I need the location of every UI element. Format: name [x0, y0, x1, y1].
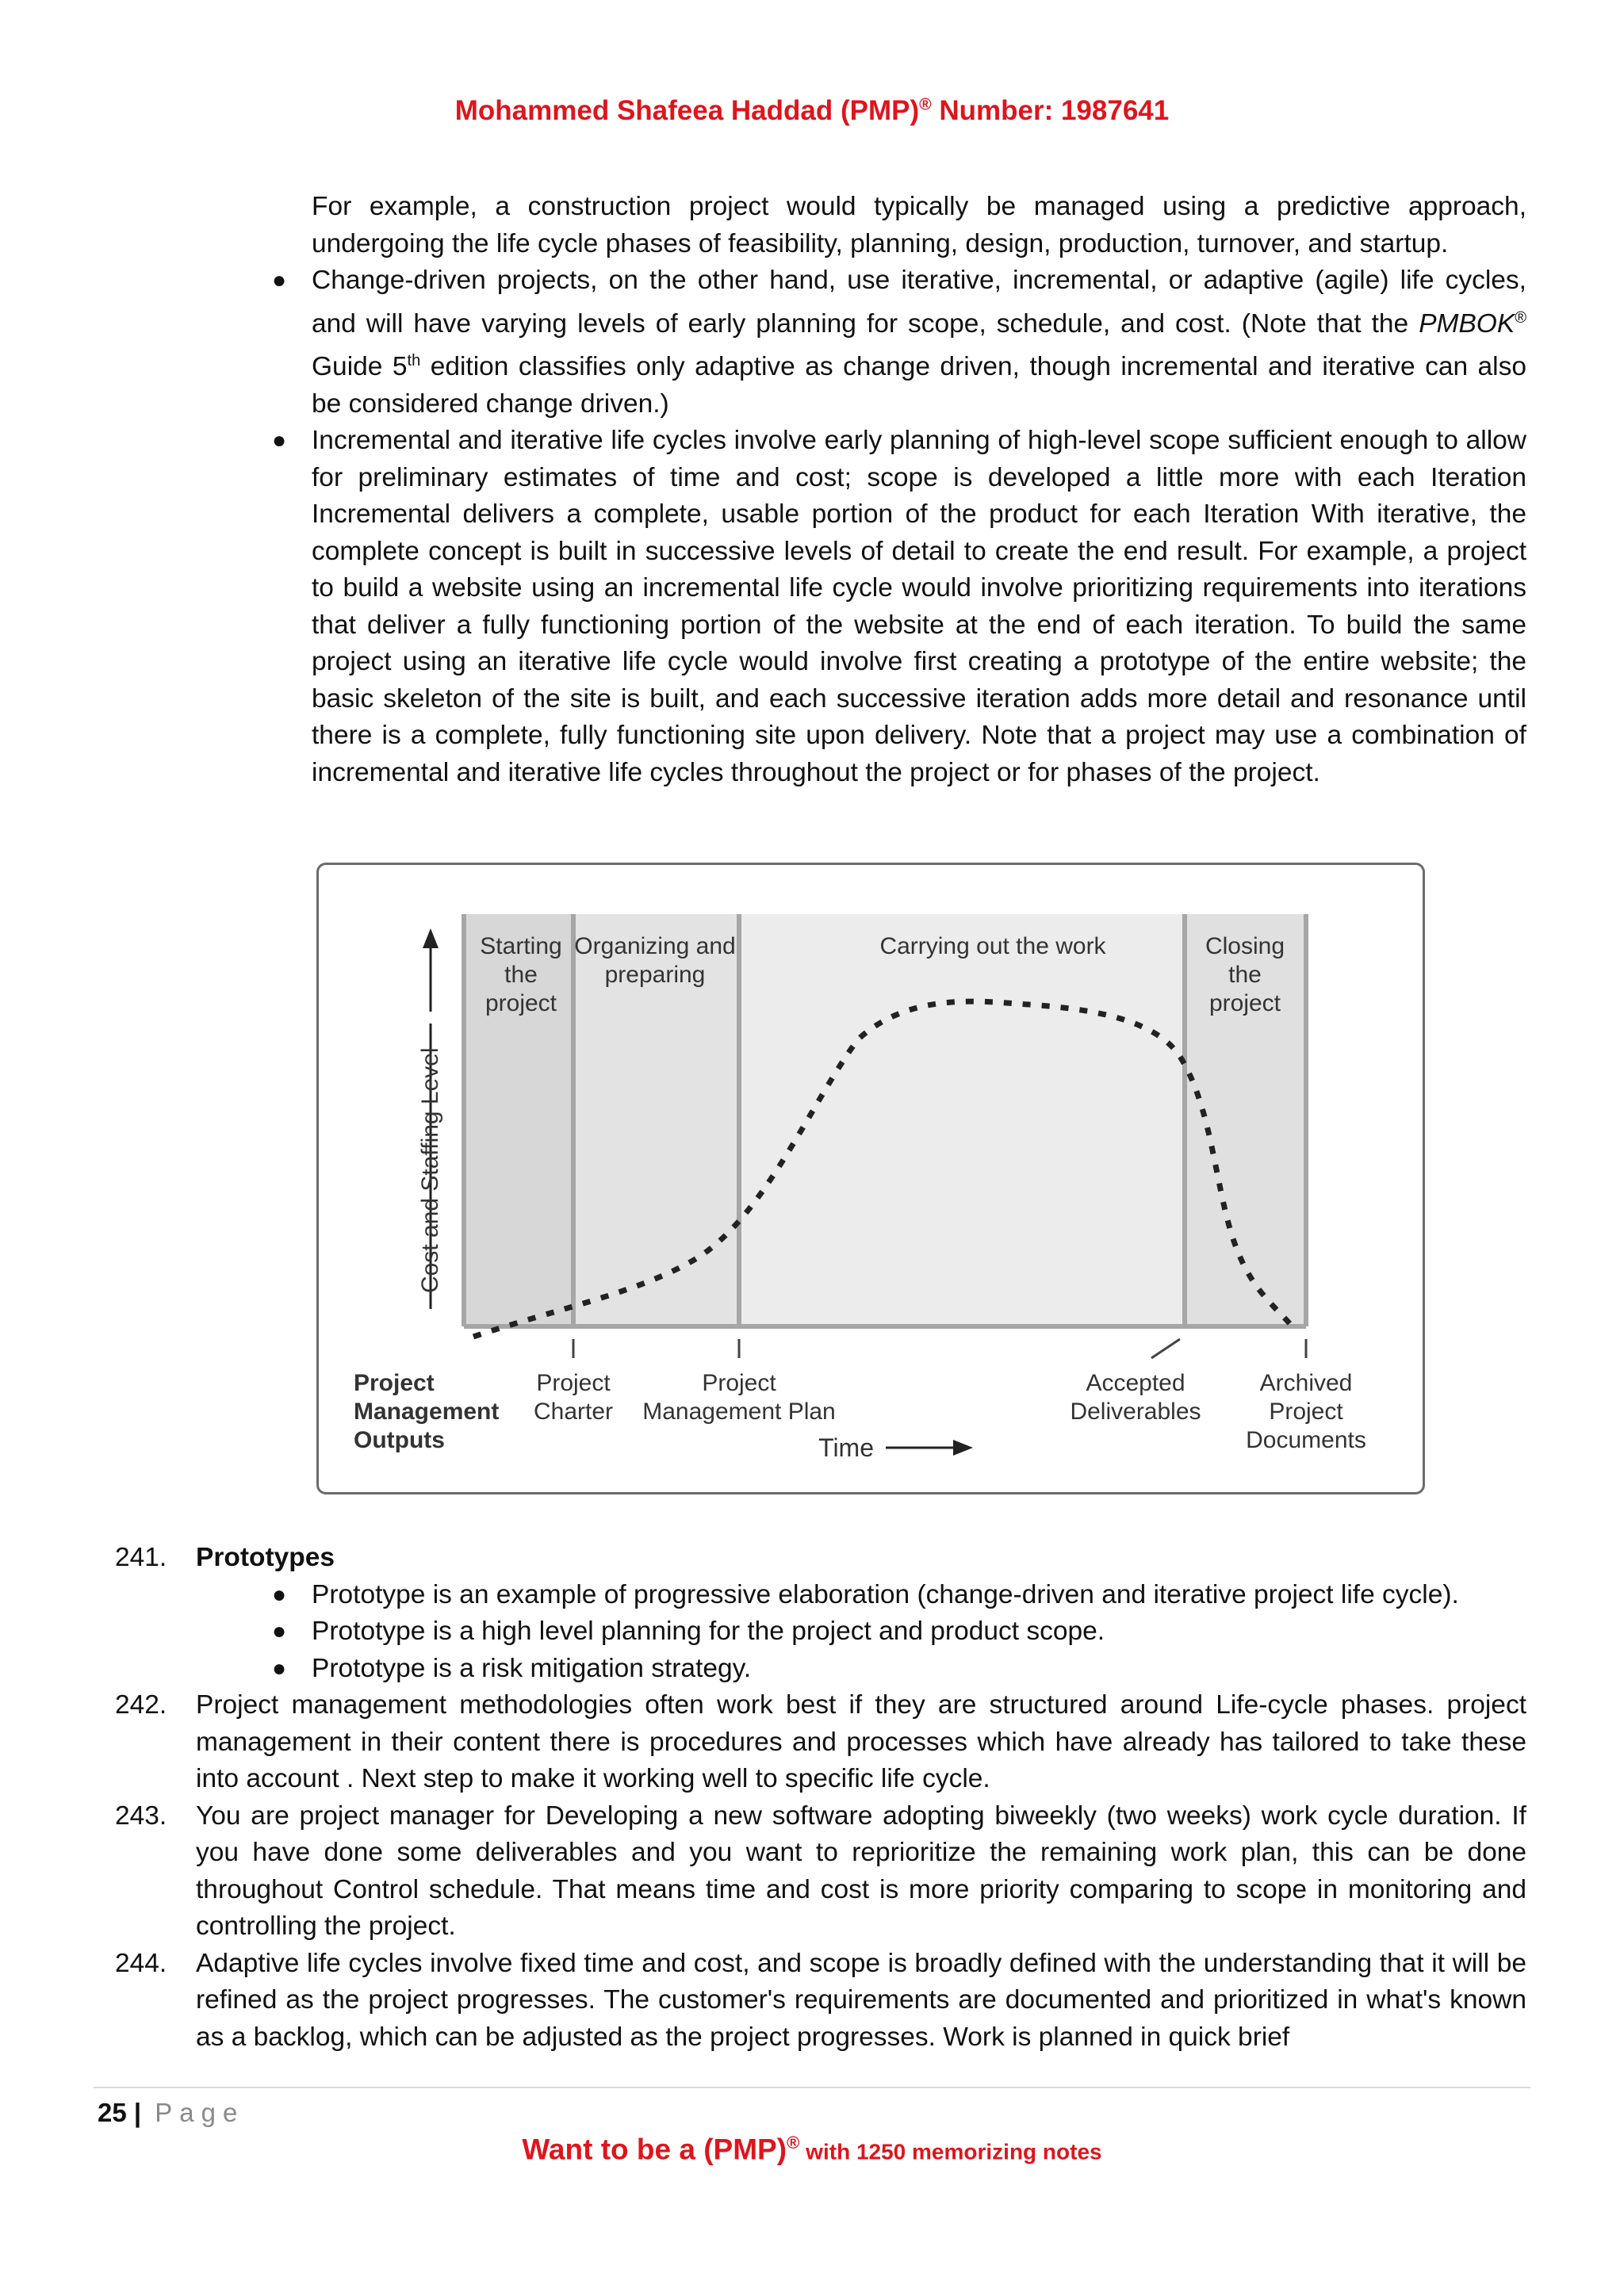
- output-tick: [1151, 1339, 1180, 1358]
- pmbok-italic: PMBOK: [1419, 308, 1515, 339]
- bullet-icon: ●: [272, 1655, 287, 1682]
- item-number: 243.: [115, 1800, 167, 1831]
- footer-divider: [94, 2087, 1530, 2088]
- bullet-icon: ●: [272, 427, 287, 454]
- pmbok-reg-mark: ®: [1515, 308, 1526, 327]
- header-number: Number: 1987641: [931, 95, 1170, 126]
- item-text: Project management methodologies often work best if they are structured around Life-cycle phases. project management in their content there is procedures and processes which have already has tailored to take these into account . Next step to make it working well to specific life cycle.: [196, 1690, 1526, 1793]
- item-number: 244.: [115, 1948, 167, 1978]
- outputs-label: Outputs: [354, 1427, 445, 1453]
- bullet-item: [115, 423, 1526, 791]
- page-footer: [0, 2133, 1624, 2166]
- output-label: Project: [536, 1370, 611, 1396]
- phase-label: project: [1208, 990, 1281, 1016]
- sub-bullet: [115, 1651, 1526, 1688]
- output-label: Documents: [1246, 1427, 1366, 1453]
- numbered-list: [115, 1540, 1526, 2056]
- sub-bullet: [115, 1577, 1526, 1614]
- list-item: [115, 1798, 1526, 1946]
- output-label: Charter: [533, 1399, 614, 1425]
- output-label: Archived: [1259, 1370, 1353, 1396]
- sub-bullet-text: Prototype is an example of progressive elaboration (change-driven and iterative project life cycle).: [312, 1579, 1459, 1609]
- phase-bg-carrying: [739, 914, 1185, 1326]
- edition-sup: th: [407, 352, 421, 370]
- life-cycle-diagram: [319, 865, 1423, 1492]
- phase-label: Closing: [1205, 933, 1285, 959]
- footer-reg-mark: ®: [787, 2133, 800, 2152]
- outputs-label: Management: [354, 1399, 500, 1425]
- output-label: Deliverables: [1070, 1399, 1201, 1425]
- output-label: Project: [1269, 1399, 1343, 1425]
- item-text: Adaptive life cycles involve fixed time and cost, and scope is broadly defined with the understanding that it will be refined as the project progresses. The customer's requirements are documented and prioritized in what's known as a backlog, which can be adjusted as the project progresses. Work is planned in quick brief: [196, 1948, 1526, 2052]
- list-item: [115, 1687, 1526, 1798]
- item-number: 242.: [115, 1690, 167, 1720]
- bullet-icon: ●: [272, 267, 287, 293]
- header-text: Mohammed Shafeea Haddad (PMP): [454, 95, 920, 126]
- output-label: Management Plan: [642, 1399, 836, 1425]
- outputs-label: Project: [354, 1370, 435, 1396]
- list-item: [115, 1540, 1526, 1577]
- sub-bullet-text: Prototype is a risk mitigation strategy.: [312, 1653, 752, 1683]
- output-label: Accepted: [1086, 1370, 1185, 1396]
- output-label: Project: [702, 1370, 776, 1396]
- bullet-text-post: edition classifies only adaptive as change driven, though incremental and iterative can also be considered change driven.): [312, 352, 1526, 419]
- list-item: [115, 1946, 1526, 2057]
- life-cycle-figure: [316, 863, 1425, 1494]
- bullet-item: [115, 262, 1526, 423]
- page-header: [0, 95, 1624, 127]
- time-arrowhead-icon: [953, 1440, 973, 1456]
- page-content: [115, 189, 1526, 791]
- bullet-text-mid: Guide 5: [312, 352, 408, 382]
- page-separator: |: [126, 2098, 149, 2127]
- phase-label: the: [1228, 962, 1262, 988]
- page-label: Page: [155, 2098, 245, 2127]
- footer-small-text: with 1250 memorizing notes: [799, 2139, 1102, 2164]
- phase-label: the: [504, 962, 538, 988]
- footer-main-text: Want to be a (PMP): [522, 2133, 787, 2166]
- sub-bullet-text: Prototype is a high level planning for the project and product scope.: [312, 1617, 1105, 1646]
- item-text: You are project manager for Developing a new software adopting biweekly (two weeks) work cycle duration. If you have done some deliverables and you want to reprioritize the remaining work plan, this can be done throughout Control schedule. That means time and cost is more priority comparing to scope in monitoring and controlling the project.: [196, 1800, 1526, 1941]
- sub-bullet: [115, 1613, 1526, 1651]
- intro-paragraph: For example, a construction project would typically be managed using a predictive approach, undergoing the life cycle phases of feasibility, planning, design, production, turnover, and startup.: [312, 192, 1526, 258]
- item-title: Prototypes: [196, 1543, 335, 1572]
- item-number: 241.: [115, 1543, 167, 1572]
- time-label: Time: [818, 1433, 874, 1462]
- y-axis-arrowhead: [423, 928, 439, 948]
- phase-label: Organizing and: [574, 933, 736, 959]
- bullet-text: Incremental and iterative life cycles involve early planning of high-level scope sufficient enough to allow for preliminary estimates of time and cost; scope is developed a little more with each Iteration Incremental delivers a complete, usable portion of the product for each Iteration With iterative, the complete concept is built in successive levels of detail to create the end result. For example, a project to build a website using an incremental life cycle would involve prioritizing requirements into iterations that deliver a fully functioning portion of the website at the end of each iteration. To build the same project using an iterative life cycle would involve first creating a prototype of the entire website; the basic skeleton of the site is built, and each successive iteration adds more detail and resonance until there is a complete, fully functioning site upon delivery. Note that a project may use a combination of incremental and iterative life cycles throughout the project or for phases of the project.: [312, 426, 1526, 787]
- phase-label: preparing: [604, 962, 706, 988]
- bullet-text-pre: Change-driven projects, on the other hand, use iterative, incremental, or adaptive (agile) life cycles, and will have varying levels of early planning for scope, schedule, and cost. (Note that the: [312, 266, 1526, 339]
- phase-label: Starting: [480, 933, 562, 959]
- bullet-icon: ●: [272, 1581, 287, 1608]
- bullet-icon: ●: [272, 1618, 287, 1644]
- y-axis-label: Cost and Staffing Level: [417, 1047, 443, 1293]
- phase-label: Carrying out the work: [879, 933, 1106, 959]
- page-number: [98, 2098, 244, 2128]
- header-reg-mark: ®: [919, 95, 932, 114]
- page-number-value: 25: [98, 2098, 127, 2127]
- phase-label: project: [485, 990, 557, 1016]
